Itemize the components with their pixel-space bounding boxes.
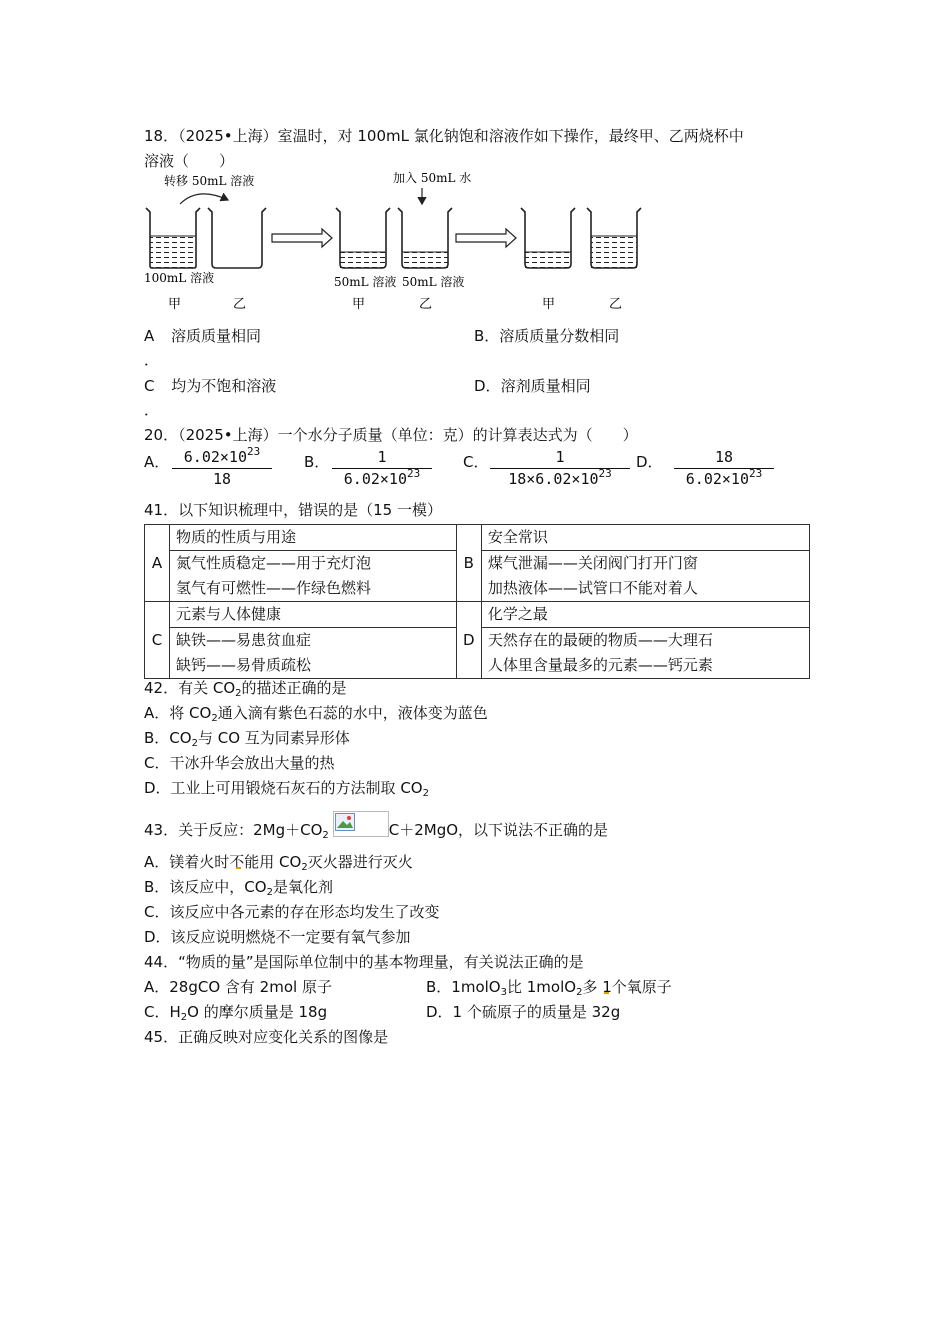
q18-option-b-letter: B． (474, 327, 500, 345)
q42-stem-sub: 2 (235, 688, 242, 699)
q44-option-c (144, 1002, 327, 1022)
q18-option-d (474, 376, 591, 396)
q20-option-b-letter: B． (304, 453, 330, 471)
q41-cell-a-line1: 氮气性质稳定——用于充灯泡 (176, 554, 372, 572)
q44-option-c-sub: 2 (180, 1012, 188, 1023)
q41-cell-c-body (170, 628, 457, 679)
q43-option-a-a: A．镁着火时 (144, 853, 230, 871)
q18-option-d-letter: D． (474, 377, 501, 395)
beaker-6-yi: 乙 (609, 297, 623, 312)
q41-cell-d-body (481, 628, 809, 679)
q42-option-d (144, 778, 429, 798)
q42-option-a-sub: 2 (211, 713, 218, 724)
q18-option-a (144, 326, 261, 346)
q20-option-d-letter: D． (636, 453, 663, 471)
q42-option-b-b: 与 CO 互为同素异形体 (197, 729, 350, 747)
q18-option-a-dot: ． (144, 351, 160, 369)
q41-knowledge-table (144, 524, 810, 679)
q41-cell-b-body (481, 551, 809, 602)
q41-cell-b-letter: B (456, 525, 481, 602)
q41-cell-c-line2: 缺钙——易骨质疏松 (176, 656, 312, 674)
q20-option-a-letter: A． (144, 453, 170, 471)
q18-option-b-text: 溶质质量分数相同 (499, 327, 620, 345)
q41-cell-d-line2: 人体里含量最多的元素——钙元素 (487, 656, 713, 674)
q42-stem-a: 42．有关 CO (144, 679, 236, 697)
q41-cell-b-line2: 加热液体——试管口不能对着人 (487, 579, 698, 597)
beaker-4-label: 50mL 溶液 (402, 275, 465, 289)
q20-option-c-fraction (490, 448, 630, 489)
q43-option-d: D．该反应说明燃烧不一定要有氧气参加 (144, 928, 411, 946)
q41-cell-b-line1: 煤气泄漏——关闭阀门打开门窗 (487, 554, 698, 572)
q43-option-a (144, 852, 413, 872)
q18-option-d-text: 溶剂质量相同 (500, 377, 591, 395)
q41-cell-c-line1: 缺铁——易患贫血症 (176, 631, 312, 649)
q42-option-a (144, 703, 488, 723)
q44-option-b-d: 个氧原子 (611, 978, 672, 996)
q20-option-a-num-exp: 23 (246, 445, 261, 458)
q18-option-c (144, 376, 276, 396)
q20-option-a-num: 6.02×10 (183, 448, 247, 466)
q44-option-d-a: D．1 个硫原 (426, 1003, 512, 1021)
broken-image-icon (335, 813, 355, 831)
q44-option-d (426, 1002, 620, 1022)
q42-option-d-sub: 2 (422, 788, 429, 799)
spell-mark (236, 864, 241, 869)
q43-stem-a: 43．关于反应：2Mg＋CO (144, 821, 323, 839)
q41-stem: 41．以下知识梳理中，错误的是（15 一模） (144, 501, 442, 519)
beaker-3-label: 50mL 溶液 (334, 275, 397, 289)
q41-cell-c-title: 元素与人体健康 (170, 602, 457, 628)
q44-stem: 44．“物质的量”是国际单位制中的基本物理量，有关说法正确的是 (144, 953, 584, 971)
q42-option-c: C．干冰升华会放出大量的热 (144, 754, 335, 772)
beaker-2 (208, 208, 266, 268)
q41-cell-a-line2: 氢气有可燃性——作绿色燃料 (176, 579, 372, 597)
q43-stem-sub: 2 (322, 830, 329, 841)
q20-option-d-den: 6.02×10 (685, 470, 749, 488)
q44-option-c-a: C．H (144, 1003, 181, 1021)
q41-cell-d-letter: D (456, 602, 481, 679)
spell-mark-2 (604, 989, 609, 994)
q18-stem-line1: 18．（2025•上海）室温时，对 100mL 氯化钠饱和溶液作如下操作，最终甲、乙两烧杯中 (144, 127, 744, 145)
q18-option-a-letter: A (144, 327, 155, 345)
beaker-4 (398, 208, 452, 268)
q43-option-b-a: B．该反应中，CO (144, 878, 267, 896)
q42-option-a-b: 通入滴有紫色石蕊的水中，液体变为蓝色 (217, 704, 488, 722)
q41-cell-d-line1: 天然存在的最硬的物质——大理石 (487, 631, 713, 649)
q43-stem-b: C＋2MgO，以下说法不正确的是 (388, 821, 609, 839)
q45-stem: 45．正确反映对应变化关系的图像是 (144, 1028, 389, 1046)
q41-cell-a-body (170, 551, 457, 602)
beaker-3 (336, 208, 390, 268)
add-water-label: 加入 50mL 水 (393, 171, 472, 185)
transfer-label: 转移 50mL 溶液 (164, 174, 255, 188)
q42-option-a-a: A．将 CO (144, 704, 212, 722)
q44-option-b-sub1: 3 (500, 987, 507, 998)
q44-option-c-b: O 的摩尔质量是 18g (187, 1003, 328, 1021)
q20-option-c-num: 1 (555, 448, 565, 466)
q41-cell-d-title: 化学之最 (481, 602, 809, 628)
q18-stem-line2: 溶液（ ） (144, 152, 235, 170)
q41-cell-a-letter: A (145, 525, 170, 602)
q42-option-d-a: D．工业上可用锻烧石灰石的方法制取 CO (144, 779, 423, 797)
beaker-5-jia: 甲 (542, 297, 556, 312)
q20-option-b-den-exp: 23 (406, 467, 421, 480)
q18-option-c-text: 均为不饱和溶液 (171, 377, 277, 395)
q44-option-b-a: B．1molO (426, 978, 501, 996)
q42-option-b-a: B．CO (144, 729, 192, 747)
beaker-6 (587, 208, 641, 268)
q20-option-a-den: 18 (212, 470, 232, 488)
q18-beaker-figure (140, 170, 820, 315)
q20-option-c-letter: C． (463, 453, 489, 471)
q43-option-b (144, 877, 333, 897)
beaker-1-label: 100mL 溶液 (144, 271, 215, 285)
beaker-5 (521, 208, 575, 268)
q42-option-b (144, 728, 350, 748)
reaction-condition-image-placeholder (333, 811, 389, 837)
q42-option-b-sub: 2 (191, 738, 198, 749)
q43-option-c: C．该反应中各元素的存在形态均发生了改变 (144, 903, 440, 921)
q44-option-b-sub2: 2 (576, 987, 583, 998)
q42-stem (144, 678, 347, 698)
q43-option-a-b: 不能用 CO (229, 853, 302, 871)
q44-option-b-b: 比 1molO (506, 978, 577, 996)
q44-option-b-c: 多 1 (582, 978, 612, 996)
beaker-1-jia: 甲 (168, 297, 182, 312)
q44-option-a: A．28gCO 含有 2mol 原子 (144, 978, 332, 996)
q42-stem-b: 的描述正确的是 (241, 679, 347, 697)
q20-option-b-den: 6.02×10 (343, 470, 407, 488)
q20-option-d-fraction (674, 448, 774, 489)
q41-cell-b-title: 安全常识 (481, 525, 809, 551)
beaker-4-yi: 乙 (419, 297, 433, 312)
process-arrow-2 (456, 229, 516, 247)
q20-option-d-den-exp: 23 (748, 467, 763, 480)
q18-option-c-letter: C (144, 377, 155, 395)
q41-cell-c-letter: C (145, 602, 170, 679)
transfer-arrow (180, 194, 228, 204)
q20-option-b-num: 1 (377, 448, 387, 466)
beaker-3-jia: 甲 (352, 297, 366, 312)
q43-option-a-sub: 2 (301, 862, 308, 873)
beaker-2-yi: 乙 (233, 297, 247, 312)
q20-option-d-num: 18 (714, 448, 734, 466)
beaker-1 (146, 208, 200, 268)
q20-stem: 20．（2025•上海）一个水分子质量（单位：克）的计算表达式为（ ） (144, 426, 638, 444)
process-arrow-1 (272, 229, 332, 247)
q20-option-c-den: 18×6.02×10 (508, 470, 599, 488)
q43-option-b-sub: 2 (266, 887, 273, 898)
q43-option-b-b: 是氧化剂 (272, 878, 333, 896)
q41-cell-a-title: 物质的性质与用途 (170, 525, 457, 551)
q44-option-d-b: 子的质量是 32g (511, 1003, 621, 1021)
q20-option-a-fraction (172, 445, 272, 489)
q18-option-a-text: 溶质质量相同 (171, 327, 262, 345)
q44-option-b (426, 977, 672, 997)
q20-option-b-fraction (332, 448, 432, 489)
q18-option-b (474, 326, 619, 346)
q43-option-a-c: 灭火器进行灭火 (307, 853, 413, 871)
q20-option-c-den-exp: 23 (598, 467, 612, 480)
q18-option-c-dot: ． (144, 401, 160, 419)
